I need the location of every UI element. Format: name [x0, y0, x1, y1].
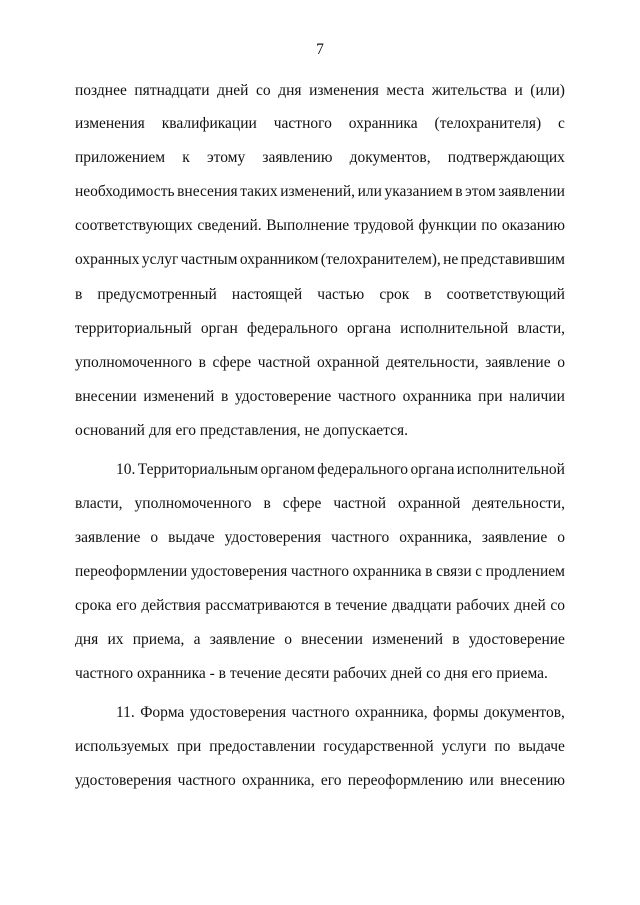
word: не: [443, 251, 459, 268]
word: с: [475, 563, 483, 580]
word: и: [514, 82, 523, 99]
word: изменения: [309, 82, 379, 99]
word: а: [193, 631, 201, 648]
word: его: [320, 772, 342, 789]
text-line: [75, 737, 565, 757]
text-line-last: частного охранника - в течение десяти рабочих дней со дня его приема.: [75, 665, 548, 682]
text-line: [75, 596, 565, 616]
word: частного: [337, 388, 396, 405]
text-line: [75, 216, 565, 236]
word: охранника: [348, 115, 418, 132]
word: удостоверения: [190, 563, 288, 580]
word: охранной: [317, 354, 380, 371]
word: указанием: [384, 183, 453, 200]
word: охранной: [398, 495, 461, 512]
text-line: [75, 387, 565, 407]
word: со: [550, 597, 565, 614]
text-line-indent: [116, 703, 565, 723]
word: выдаче: [168, 529, 215, 546]
word: исполнительной: [456, 461, 565, 478]
text-line: [75, 562, 565, 582]
word: трудовой: [353, 217, 414, 234]
word: рабочих: [456, 597, 510, 614]
word: предусмотренный: [97, 286, 217, 303]
word: наличии: [509, 388, 565, 405]
word: жительства: [431, 82, 507, 99]
word: исполнительной: [400, 320, 509, 337]
word: рассматриваются: [205, 597, 320, 614]
word: сведений.: [197, 217, 262, 234]
word: частного: [177, 772, 236, 789]
word: в: [425, 563, 433, 580]
word: охранника,: [354, 704, 428, 721]
word: приложением: [75, 149, 166, 166]
word: дня: [75, 631, 99, 648]
word: срок: [379, 286, 410, 303]
text-line: [75, 319, 565, 339]
word: со: [255, 82, 271, 99]
word: внесению: [499, 772, 565, 789]
word: дня: [278, 82, 302, 99]
word: настоящей: [231, 286, 303, 303]
text-line-indent: [116, 460, 565, 480]
word: власти,: [75, 495, 123, 512]
word: частным: [180, 251, 238, 268]
word: с: [558, 115, 565, 132]
word: 11.: [116, 704, 135, 721]
word: дней: [217, 82, 249, 99]
word: частной: [333, 495, 387, 512]
word: услуг: [141, 251, 179, 268]
word: квалификации: [161, 115, 257, 132]
word: изменений,: [280, 183, 356, 200]
word: (или): [530, 82, 565, 99]
word: выдаче: [518, 738, 565, 755]
word: в: [198, 354, 206, 371]
word: продлением: [485, 563, 565, 580]
word: заявление: [209, 631, 276, 648]
word: в: [424, 286, 432, 303]
word: срока: [75, 597, 112, 614]
word: изменений: [372, 631, 444, 648]
word: уполномоченного: [134, 495, 252, 512]
word: внесения: [177, 183, 238, 200]
word: подтверждающих: [447, 149, 565, 166]
word: при: [478, 388, 503, 405]
word: охранника,: [399, 529, 472, 546]
word: деятельности,: [386, 354, 479, 371]
word: документов,: [349, 149, 431, 166]
word: удостоверения: [75, 772, 172, 789]
word: в: [75, 286, 83, 303]
word: услуги: [441, 738, 487, 755]
word: по: [481, 217, 498, 234]
word: приема,: [132, 631, 185, 648]
word: о: [557, 354, 565, 371]
word: изменения: [75, 115, 145, 132]
word: заявлении: [498, 183, 565, 200]
word: органом: [260, 461, 315, 478]
word: удостоверение: [235, 388, 332, 405]
word: о: [284, 631, 292, 648]
word: заявление: [75, 529, 141, 546]
word: внесении: [301, 631, 363, 648]
word: (телохранителем),: [320, 251, 441, 268]
word: государственной: [323, 738, 434, 755]
text-line: [75, 182, 565, 202]
word: федерального: [317, 461, 409, 478]
word: соответствующий: [446, 286, 565, 303]
word: формы: [433, 704, 479, 721]
word: в: [452, 631, 460, 648]
word: по: [494, 738, 511, 755]
word: удостоверение: [468, 631, 565, 648]
text-line: [75, 114, 565, 134]
word: или: [357, 183, 382, 200]
word: сфере: [282, 495, 322, 512]
text-line: [75, 148, 565, 168]
word: пятнадцати: [134, 82, 210, 99]
word: власти,: [517, 320, 565, 337]
word: или: [469, 772, 494, 789]
word: функции: [418, 217, 477, 234]
word: связи: [436, 563, 472, 580]
word: этому: [206, 149, 246, 166]
word: охранника,: [242, 772, 315, 789]
word: Выполнение: [266, 217, 350, 234]
word: о: [150, 529, 159, 546]
word: заявление: [485, 354, 551, 371]
word: позднее: [75, 82, 127, 99]
word: органа: [410, 461, 455, 478]
page-number: 7: [316, 41, 324, 58]
word: оказанию: [501, 217, 565, 234]
word: изменений: [143, 388, 215, 405]
word: в: [455, 183, 463, 200]
word: его: [116, 597, 137, 614]
word: документов,: [483, 704, 565, 721]
word: 10.: [116, 461, 136, 478]
word: к: [182, 149, 190, 166]
text-line: [75, 771, 565, 791]
word: частной: [257, 354, 311, 371]
word: сфере: [212, 354, 252, 371]
word: в: [221, 388, 229, 405]
word: двадцати: [391, 597, 452, 614]
word: заявлению: [262, 149, 333, 166]
word: переоформлении: [75, 563, 188, 580]
word: этом: [465, 183, 496, 200]
word: действия: [141, 597, 201, 614]
word: (телохранителя): [434, 115, 542, 132]
word: частью: [317, 286, 365, 303]
word: о: [557, 529, 565, 546]
text-line-last: оснований для его представления, не допускается.: [75, 422, 408, 439]
word: частного: [331, 529, 390, 546]
word: предоставлении: [209, 738, 316, 755]
word: переоформлению: [347, 772, 464, 789]
word: охранника: [352, 563, 422, 580]
word: при: [176, 738, 202, 755]
word: места: [386, 82, 425, 99]
word: в: [263, 495, 271, 512]
word: охранника: [402, 388, 472, 405]
word: их: [107, 631, 124, 648]
word: территориальный: [75, 320, 192, 337]
word: частного: [290, 563, 350, 580]
text-line: [75, 81, 565, 101]
text-line: [75, 353, 565, 373]
word: частного: [291, 704, 350, 721]
word: деятельности,: [472, 495, 565, 512]
word: дней: [514, 597, 546, 614]
word: течение: [335, 597, 388, 614]
word: в: [323, 597, 332, 614]
text-line: [75, 630, 565, 650]
word: орган: [200, 320, 238, 337]
text-line: [75, 250, 565, 270]
word: необходимость: [75, 183, 175, 200]
word: заявление: [481, 529, 548, 546]
word: используемых: [75, 738, 170, 755]
word: органа: [347, 320, 391, 337]
word: удостоверения: [224, 529, 322, 546]
word: внесении: [75, 388, 137, 405]
text-line: [75, 528, 565, 548]
word: охранником: [239, 251, 319, 268]
word: представившим: [460, 251, 565, 268]
word: федерального: [247, 320, 338, 337]
word: охранных: [75, 251, 140, 268]
word: Форма: [140, 704, 185, 721]
word: удостоверения: [189, 704, 287, 721]
word: частного: [273, 115, 332, 132]
text-line: [75, 494, 565, 514]
word: уполномоченного: [75, 354, 192, 371]
text-line: [75, 285, 565, 305]
word: соответствующих: [75, 217, 193, 234]
word: таких: [240, 183, 278, 200]
word: Территориальным: [137, 461, 259, 478]
